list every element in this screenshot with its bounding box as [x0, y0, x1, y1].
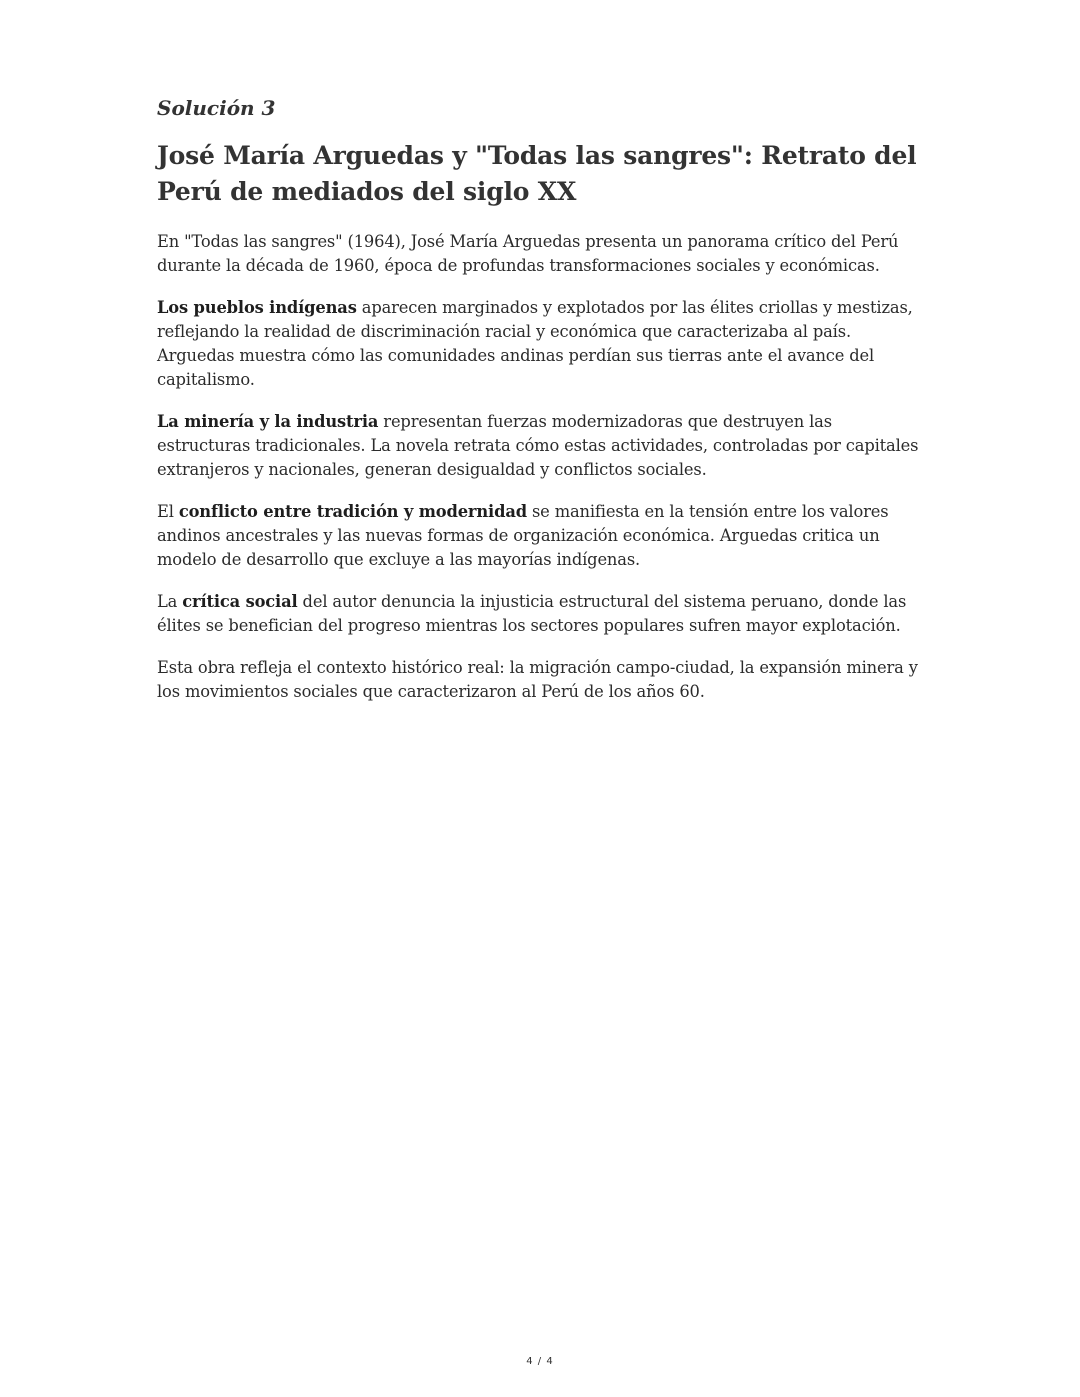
- bold-term: conflicto entre tradición y modernidad: [178, 502, 527, 521]
- paragraph-critique: [157, 590, 927, 638]
- bold-term: Los pueblos indígenas: [157, 298, 357, 317]
- paragraph-indigenous: [157, 296, 927, 392]
- paragraph-text: El: [157, 502, 179, 521]
- paragraph-context: Esta obra refleja el contexto histórico real: la migración campo-ciudad, la expansión minera y los movimientos sociales que caracterizaron al Perú de los años 60.: [157, 658, 918, 701]
- paragraph-text: representan fuerzas modernizadoras que destruyen las estructuras tradicionales. La novela retrata cómo estas actividades, controladas por capitales extranjeros y nacionales, generan desigualdad y conflictos sociales.: [157, 412, 919, 479]
- paragraph-mining: [157, 410, 927, 482]
- paragraph-conflict: [157, 500, 927, 572]
- paragraph-text: aparecen marginados y explotados por las élites criollas y mestizas, reflejando la realidad de discriminación racial y económica que caracterizaba al país. Arguedas muestra cómo las comunidades andinas perdían sus tierras ante el avance del capitalismo.: [157, 298, 913, 389]
- document-title: José María Arguedas y "Todas las sangres": Retrato del Perú de mediados del siglo XX: [157, 141, 917, 206]
- solution-label: Solución 3: [157, 96, 276, 120]
- paragraph-intro: En "Todas las sangres" (1964), José María Arguedas presenta un panorama crítico del Perú durante la década de 1960, época de profundas transformaciones sociales y económicas.: [157, 232, 899, 275]
- paragraph-text: se manifiesta en la tensión entre los valores andinos ancestrales y las nuevas formas de organización económica. Arguedas critica un modelo de desarrollo que excluye a las mayorías indígenas.: [157, 502, 889, 569]
- bold-term: crítica social: [182, 592, 298, 611]
- page-number: 4 / 4: [526, 1356, 554, 1367]
- bold-term: La minería y la industria: [157, 412, 379, 431]
- paragraph-text: del autor denuncia la injusticia estructural del sistema peruano, donde las élites se benefician del progreso mientras los sectores populares sufren mayor explotación.: [157, 592, 907, 635]
- document-page: [157, 94, 927, 722]
- paragraph-text: La: [157, 592, 183, 611]
